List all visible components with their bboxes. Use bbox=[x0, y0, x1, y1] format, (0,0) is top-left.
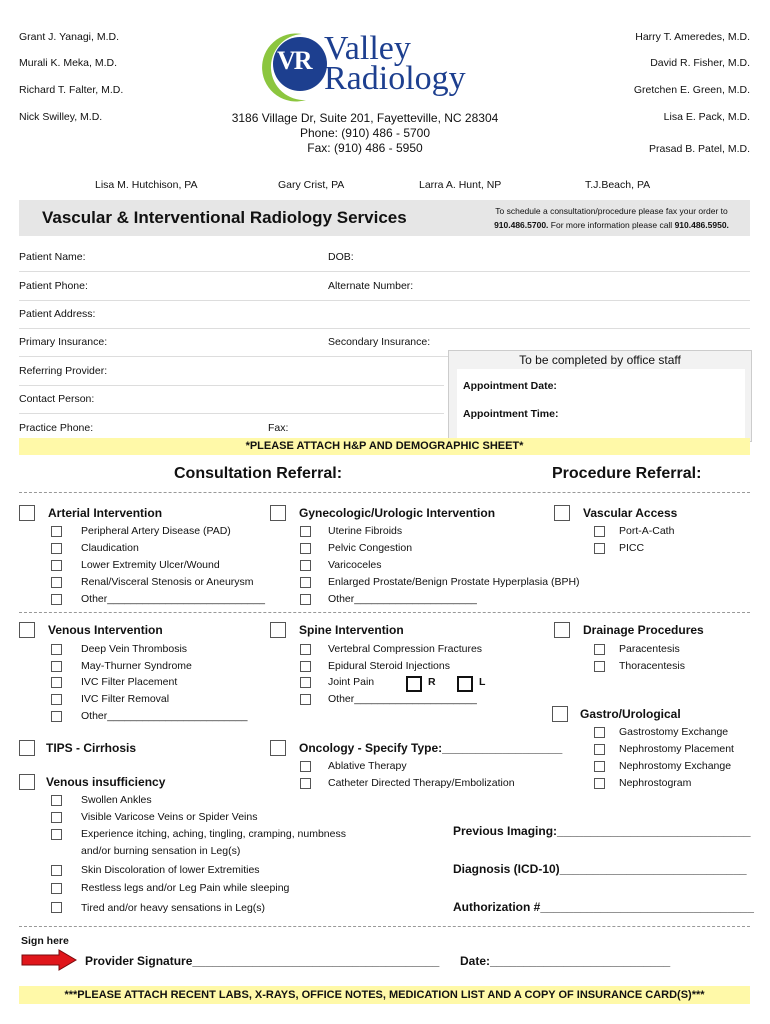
diagnosis-field[interactable]: Diagnosis (ICD-10)____________________________ bbox=[453, 862, 747, 876]
item-label: Lower Extremity Ulcer/Wound bbox=[81, 559, 220, 571]
office-staff-title: To be completed by office staff bbox=[519, 353, 681, 367]
item-label: Thoracentesis bbox=[619, 660, 685, 672]
item-checkbox[interactable] bbox=[51, 661, 62, 672]
doctor-name: Grant J. Yanagi, M.D. bbox=[19, 31, 119, 43]
venous-title: Venous Intervention bbox=[48, 623, 163, 637]
item-checkbox[interactable] bbox=[51, 711, 62, 722]
item-checkbox[interactable] bbox=[51, 812, 62, 823]
pa-name: T.J.Beach, PA bbox=[585, 179, 651, 191]
item-label: Ablative Therapy bbox=[328, 760, 407, 772]
item-checkbox[interactable] bbox=[300, 661, 311, 672]
procedure-heading: Procedure Referral: bbox=[552, 465, 702, 482]
referring-provider-field[interactable]: Referring Provider: bbox=[19, 365, 108, 377]
item-checkbox[interactable] bbox=[594, 661, 605, 672]
item-label: Enlarged Prostate/Benign Prostate Hyperplasia (BPH) bbox=[328, 576, 580, 588]
doctor-name: Prasad B. Patel, M.D. bbox=[649, 143, 750, 155]
item-label: Peripheral Artery Disease (PAD) bbox=[81, 525, 231, 537]
item-label: Gastrostomy Exchange bbox=[619, 726, 729, 738]
joint-right-label: R bbox=[428, 676, 436, 688]
item-label: Uterine Fibroids bbox=[328, 525, 403, 537]
dob-field[interactable]: DOB: bbox=[328, 251, 354, 263]
item-label: Other_____________________ bbox=[328, 593, 477, 605]
item-label: Swollen Ankles bbox=[81, 794, 152, 806]
oncology-checkbox[interactable] bbox=[270, 740, 286, 756]
schedule-note bbox=[474, 204, 749, 232]
item-checkbox[interactable] bbox=[51, 677, 62, 688]
patient-phone-field[interactable]: Patient Phone: bbox=[19, 280, 88, 292]
item-checkbox[interactable] bbox=[300, 560, 311, 571]
arterial-title: Arterial Intervention bbox=[48, 506, 163, 520]
doctor-name: Harry T. Ameredes, M.D. bbox=[635, 31, 750, 43]
item-checkbox[interactable] bbox=[300, 644, 311, 655]
consultation-heading: Consultation Referral: bbox=[174, 465, 343, 482]
joint-left-label: L bbox=[479, 676, 486, 688]
item-checkbox[interactable] bbox=[51, 560, 62, 571]
item-label: PICC bbox=[619, 542, 645, 554]
contact-person-field[interactable]: Contact Person: bbox=[19, 393, 95, 405]
item-checkbox[interactable] bbox=[51, 795, 62, 806]
item-checkbox[interactable] bbox=[51, 865, 62, 876]
pa-name: Gary Crist, PA bbox=[278, 179, 345, 191]
item-checkbox[interactable] bbox=[594, 644, 605, 655]
item-checkbox[interactable] bbox=[51, 577, 62, 588]
item-checkbox[interactable] bbox=[300, 761, 311, 772]
item-label: Varicoceles bbox=[328, 559, 382, 571]
schedule-phone: 910.486.5950. bbox=[674, 220, 729, 230]
fax: Fax: (910) 486 - 5950 bbox=[307, 141, 423, 155]
primary-insurance-field[interactable]: Primary Insurance: bbox=[19, 336, 108, 348]
item-label: Pelvic Congestion bbox=[328, 542, 413, 554]
item-label: Nephrostogram bbox=[619, 777, 692, 789]
item-label: Renal/Visceral Stenosis or Aneurysm bbox=[81, 576, 254, 588]
item-label: Claudication bbox=[81, 542, 139, 554]
vascular-access-checkbox[interactable] bbox=[554, 505, 570, 521]
field-row bbox=[19, 385, 444, 414]
item-checkbox[interactable] bbox=[51, 594, 62, 605]
sign-here-label: Sign here bbox=[21, 935, 69, 947]
office-staff-box bbox=[448, 350, 752, 442]
logo-text-line2: Radiology bbox=[324, 60, 466, 97]
item-label: Other_____________________ bbox=[328, 693, 477, 705]
item-checkbox[interactable] bbox=[51, 644, 62, 655]
item-label: Paracentesis bbox=[619, 643, 680, 655]
secondary-insurance-field[interactable]: Secondary Insurance: bbox=[328, 336, 431, 348]
previous-imaging-field[interactable]: Previous Imaging:_____________________________ bbox=[453, 824, 751, 838]
item-checkbox[interactable] bbox=[594, 744, 605, 755]
item-checkbox[interactable] bbox=[51, 829, 62, 840]
doctor-name: Murali K. Meka, M.D. bbox=[19, 57, 118, 69]
divider bbox=[19, 492, 750, 493]
gyneco-checkbox[interactable] bbox=[270, 505, 286, 521]
item-label: Visible Varicose Veins or Spider Veins bbox=[81, 811, 258, 823]
footer-attach-banner: ***PLEASE ATTACH RECENT LABS, X-RAYS, OFFICE NOTES, MEDICATION LIST AND A COPY OF INSURANCE CARD(S)*** bbox=[19, 986, 750, 1004]
schedule-line1: To schedule a consultation/procedure please fax your order to bbox=[495, 206, 728, 216]
item-label: IVC Filter Removal bbox=[81, 693, 170, 705]
item-checkbox[interactable] bbox=[51, 902, 62, 913]
title-bar bbox=[19, 200, 750, 236]
item-label: Other___________________________ bbox=[81, 593, 265, 605]
practice-fax-field[interactable]: Fax: bbox=[268, 422, 289, 434]
doctor-name: Nick Swilley, M.D. bbox=[19, 111, 103, 123]
signature-date-field[interactable]: Date:___________________________ bbox=[460, 954, 671, 968]
attach-hp-banner: *PLEASE ATTACH H&P AND DEMOGRAPHIC SHEET* bbox=[19, 438, 750, 455]
schedule-mid: For more information please call bbox=[548, 220, 675, 230]
arrow-right-icon bbox=[21, 949, 77, 971]
drainage-checkbox[interactable] bbox=[554, 622, 570, 638]
pa-name: Larra A. Hunt, NP bbox=[419, 179, 502, 191]
field-row bbox=[19, 243, 750, 272]
address: 3186 Village Dr, Suite 201, Fayetteville, NC 28304 bbox=[231, 111, 499, 125]
item-label: May-Thurner Syndrome bbox=[81, 660, 192, 672]
item-checkbox[interactable] bbox=[300, 694, 311, 705]
doctor-name: Richard T. Falter, M.D. bbox=[19, 84, 124, 96]
joint-left-checkbox[interactable] bbox=[457, 676, 473, 692]
item-checkbox[interactable] bbox=[594, 526, 605, 537]
item-label: Nephrostomy Placement bbox=[619, 743, 734, 755]
item-checkbox[interactable] bbox=[300, 577, 311, 588]
item-checkbox[interactable] bbox=[51, 526, 62, 537]
vascular-access-title: Vascular Access bbox=[583, 506, 678, 520]
field-row bbox=[19, 300, 750, 329]
spine-title: Spine Intervention bbox=[299, 623, 404, 637]
item-checkbox[interactable] bbox=[594, 778, 605, 789]
gyneco-title: Gynecologic/Urologic Intervention bbox=[299, 506, 496, 520]
item-label-continued: and/or burning sensation in Leg(s) bbox=[81, 845, 241, 857]
pa-name: Lisa M. Hutchison, PA bbox=[95, 179, 198, 191]
patient-name-field[interactable]: Patient Name: bbox=[19, 251, 86, 263]
venous-insufficiency-checkbox[interactable] bbox=[19, 774, 35, 790]
item-label: Experience itching, aching, tingling, cramping, numbness bbox=[81, 828, 346, 840]
doctor-name: Gretchen E. Green, M.D. bbox=[633, 84, 750, 96]
item-label: Tired and/or heavy sensations in Leg(s) bbox=[81, 902, 266, 914]
item-checkbox[interactable] bbox=[51, 694, 62, 705]
spine-checkbox[interactable] bbox=[270, 622, 286, 638]
logo-text-line1: Valley bbox=[324, 30, 411, 67]
venous-insufficiency-title: Venous insufficiency bbox=[46, 775, 166, 789]
item-checkbox[interactable] bbox=[300, 677, 311, 688]
page-title: Vascular & Interventional Radiology Services bbox=[42, 208, 407, 227]
item-label: IVC Filter Placement bbox=[81, 676, 178, 688]
alternate-number-field[interactable]: Alternate Number: bbox=[328, 280, 414, 292]
divider bbox=[19, 926, 750, 927]
appointment-date-field[interactable]: Appointment Date: bbox=[463, 380, 557, 392]
practice-phone-field[interactable]: Practice Phone: bbox=[19, 422, 94, 434]
item-checkbox[interactable] bbox=[594, 761, 605, 772]
item-label: Nephrostomy Exchange bbox=[619, 760, 732, 772]
valley-radiology-logo bbox=[262, 30, 492, 102]
item-label: Vertebral Compression Fractures bbox=[328, 643, 483, 655]
patient-address-field[interactable]: Patient Address: bbox=[19, 308, 96, 320]
phone: Phone: (910) 486 - 5700 bbox=[299, 126, 431, 140]
drainage-title: Drainage Procedures bbox=[583, 623, 704, 637]
item-label: Port-A-Cath bbox=[619, 525, 675, 537]
venous-checkbox[interactable] bbox=[19, 622, 35, 638]
gastro-title: Gastro/Urological bbox=[580, 707, 681, 721]
item-label: Skin Discoloration of lower Extremities bbox=[81, 864, 260, 876]
item-label: Joint Pain bbox=[328, 676, 375, 688]
field-row bbox=[19, 357, 444, 386]
doctor-name: David R. Fisher, M.D. bbox=[650, 57, 750, 69]
arterial-checkbox[interactable] bbox=[19, 505, 35, 521]
item-checkbox[interactable] bbox=[594, 727, 605, 738]
tips-title: TIPS - Cirrhosis bbox=[46, 741, 137, 755]
doctor-name: Lisa E. Pack, M.D. bbox=[663, 111, 750, 123]
divider bbox=[19, 612, 750, 613]
field-row bbox=[19, 272, 750, 301]
item-checkbox[interactable] bbox=[300, 543, 311, 554]
item-label: Deep Vein Thrombosis bbox=[81, 643, 188, 655]
item-checkbox[interactable] bbox=[300, 594, 311, 605]
joint-right-checkbox[interactable] bbox=[406, 676, 422, 692]
oncology-title: Oncology - Specify Type:__________________ bbox=[299, 741, 563, 755]
item-checkbox[interactable] bbox=[300, 778, 311, 789]
item-label: Restless legs and/or Leg Pain while sleeping bbox=[81, 882, 290, 894]
item-checkbox[interactable] bbox=[594, 543, 605, 554]
schedule-fax: 910.486.5700. bbox=[494, 220, 549, 230]
item-checkbox[interactable] bbox=[300, 526, 311, 537]
tips-checkbox[interactable] bbox=[19, 740, 35, 756]
item-checkbox[interactable] bbox=[51, 543, 62, 554]
item-label: Epidural Steroid Injections bbox=[328, 660, 450, 672]
item-checkbox[interactable] bbox=[51, 883, 62, 894]
provider-signature-field[interactable]: Provider Signature_____________________________________ bbox=[85, 954, 440, 968]
item-label: Catheter Directed Therapy/Embolization bbox=[328, 777, 515, 789]
logo-monogram: VR bbox=[277, 46, 311, 75]
item-label: Other________________________ bbox=[81, 710, 248, 722]
gastro-checkbox[interactable] bbox=[552, 706, 568, 722]
authorization-field[interactable]: Authorization #________________________________ bbox=[453, 900, 754, 914]
appointment-time-field[interactable]: Appointment Time: bbox=[463, 408, 559, 420]
office-staff-inner bbox=[457, 369, 745, 441]
